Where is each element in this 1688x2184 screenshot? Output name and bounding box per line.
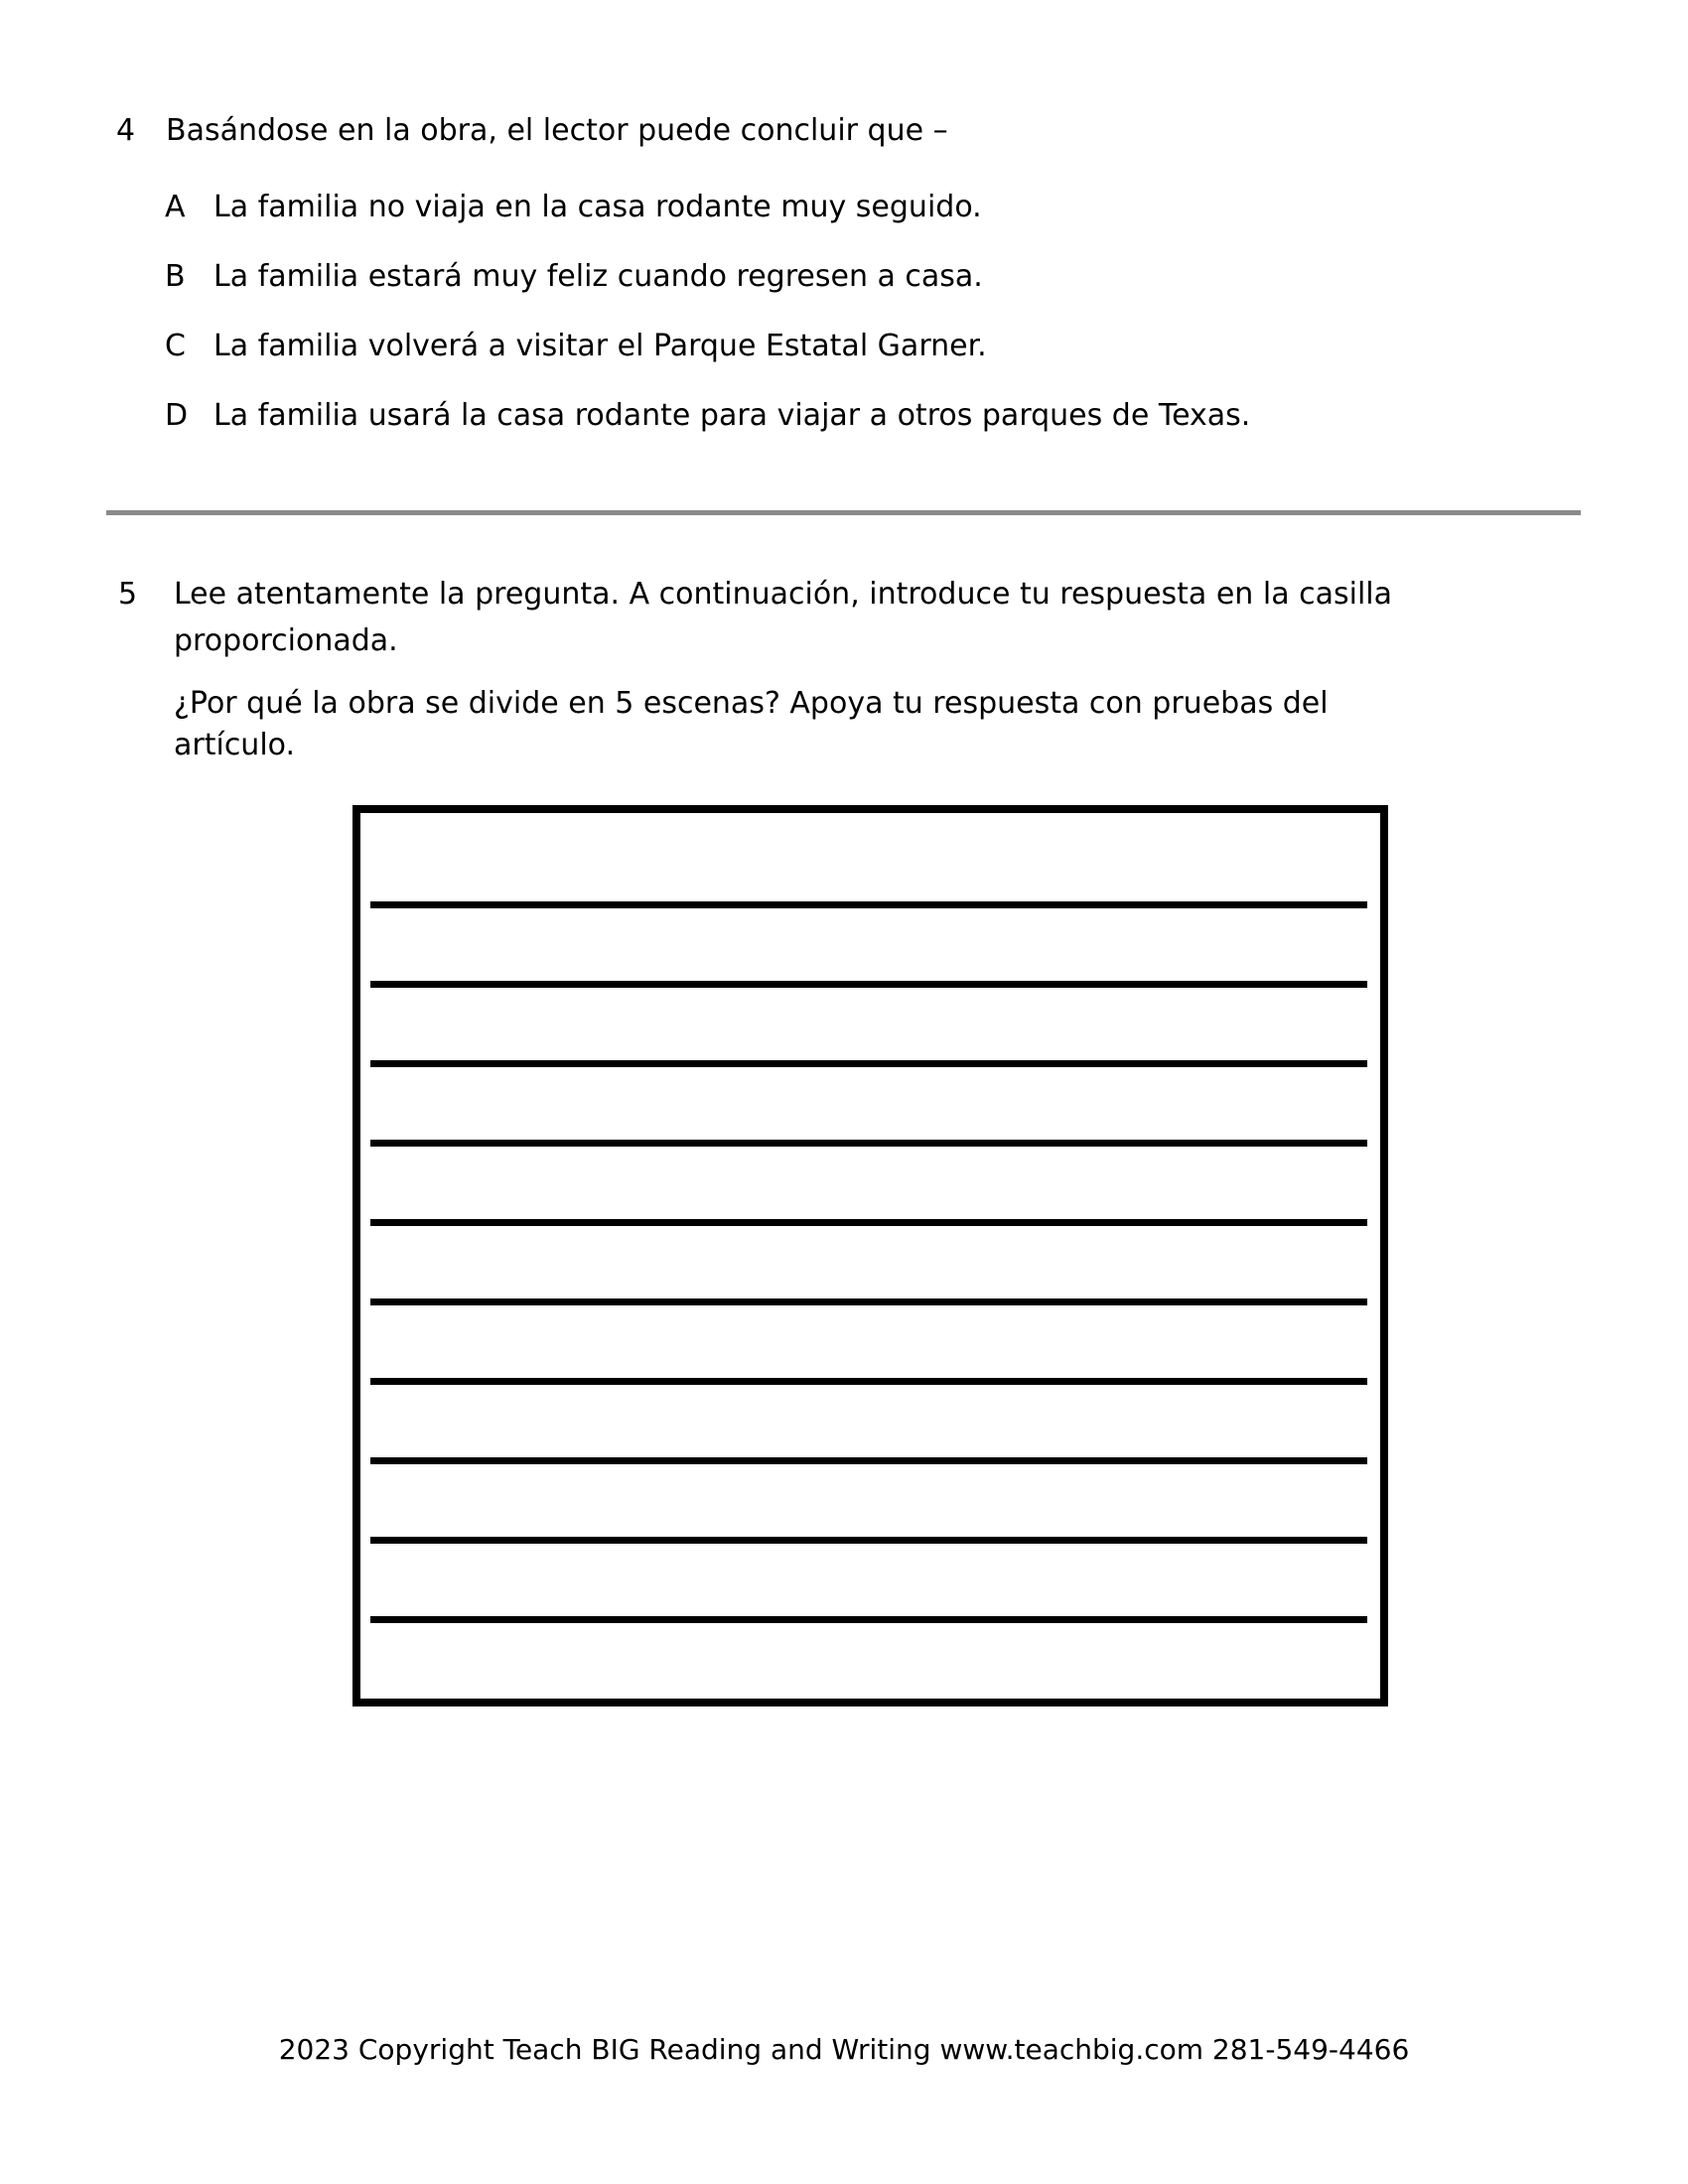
answer-box[interactable] bbox=[352, 805, 1388, 1706]
choice-a-text: La familia no viaja en la casa rodante muy seguido. bbox=[213, 190, 982, 224]
answer-rule-line bbox=[370, 1457, 1367, 1464]
answer-rule-line bbox=[370, 1537, 1367, 1544]
question-4-stem: Basándose en la obra, el lector puede concluir que – bbox=[166, 113, 948, 148]
question-5-number: 5 bbox=[118, 577, 138, 612]
choice-a-letter: A bbox=[165, 190, 186, 224]
section-divider bbox=[106, 510, 1581, 515]
choice-c-text: La familia volverá a visitar el Parque Estatal Garner. bbox=[213, 329, 987, 363]
choice-b-letter: B bbox=[165, 259, 186, 294]
answer-rule-line bbox=[370, 1140, 1367, 1147]
answer-rule-line bbox=[370, 1298, 1367, 1305]
choice-c-letter: C bbox=[165, 329, 186, 363]
choice-d-letter: D bbox=[165, 398, 189, 433]
choice-d-text: La familia usará la casa rodante para viajar a otros parques de Texas. bbox=[213, 398, 1251, 433]
question-5-instructions-line-1: Lee atentamente la pregunta. A continuación, introduce tu respuesta en la casilla bbox=[174, 577, 1393, 612]
question-5-prompt-line-2: artículo. bbox=[174, 728, 296, 762]
answer-rule-line bbox=[370, 1219, 1367, 1226]
question-5-instructions-line-2: proporcionada. bbox=[174, 623, 398, 658]
question-4-number: 4 bbox=[116, 113, 136, 148]
copyright-footer: 2023 Copyright Teach BIG Reading and Writing www.teachbig.com 281-549-4466 bbox=[278, 2033, 1410, 2066]
answer-rule-line bbox=[370, 1616, 1367, 1623]
answer-rule-line bbox=[370, 1378, 1367, 1385]
answer-rule-line bbox=[370, 981, 1367, 988]
answer-rule-line bbox=[370, 1060, 1367, 1067]
answer-rule-line bbox=[370, 901, 1367, 908]
choice-b-text: La familia estará muy feliz cuando regresen a casa. bbox=[213, 259, 983, 294]
question-5-prompt-line-1: ¿Por qué la obra se divide en 5 escenas? Apoya tu respuesta con pruebas del bbox=[174, 686, 1329, 721]
